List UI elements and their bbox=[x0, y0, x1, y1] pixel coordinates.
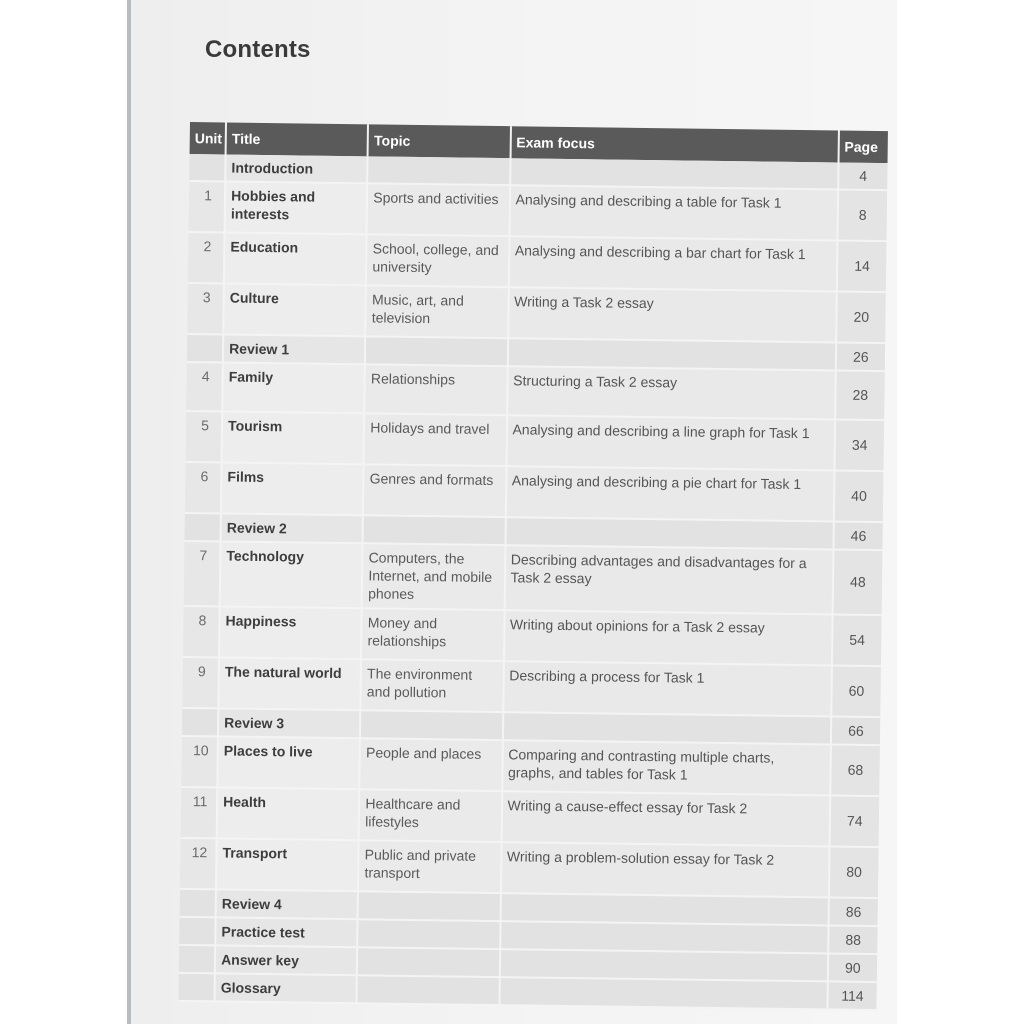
unit-number bbox=[185, 513, 221, 541]
unit-topic: Public and private transport bbox=[358, 840, 501, 893]
unit-exam-focus: Analysing and describing a bar chart for Task 1 bbox=[508, 236, 837, 291]
unit-topic: Genres and formats bbox=[363, 464, 506, 517]
table-body bbox=[178, 154, 887, 1010]
unit-title: Review 4 bbox=[216, 889, 359, 919]
unit-number bbox=[182, 708, 218, 736]
unit-number bbox=[180, 889, 216, 917]
table-row bbox=[184, 541, 883, 615]
unit-title: The natural world bbox=[218, 657, 361, 710]
unit-exam-focus: Writing about opinions for a Task 2 essay bbox=[504, 610, 833, 665]
page-title: Contents bbox=[205, 36, 311, 63]
page-number: 80 bbox=[829, 846, 879, 898]
unit-title: Happiness bbox=[219, 606, 362, 659]
unit-topic: Sports and activities bbox=[367, 183, 510, 236]
page-number: 54 bbox=[832, 614, 882, 666]
unit-topic: Computers, the Internet, and mobile phones bbox=[362, 543, 505, 610]
unit-title: Review 3 bbox=[218, 708, 361, 738]
table-row bbox=[182, 657, 881, 717]
unit-title: Education bbox=[224, 232, 367, 285]
unit-exam-focus: Analysing and describing a table for Task 1 bbox=[509, 185, 838, 240]
unit-title: Technology bbox=[220, 541, 363, 608]
page-number: 40 bbox=[834, 470, 884, 522]
unit-title: Practice test bbox=[215, 917, 358, 947]
page-number: 86 bbox=[828, 897, 878, 926]
page-number: 46 bbox=[833, 521, 883, 550]
unit-number: 4 bbox=[186, 362, 223, 411]
unit-title: Hobbies and interests bbox=[225, 181, 368, 234]
unit-number: 11 bbox=[181, 787, 218, 838]
unit-exam-focus: Analysing and describing a pie chart for Task 1 bbox=[505, 466, 834, 521]
unit-exam-focus bbox=[499, 977, 828, 1009]
unit-exam-focus: Writing a cause-effect essay for Task 2 bbox=[501, 791, 830, 846]
unit-number: 9 bbox=[182, 657, 219, 708]
unit-topic bbox=[358, 919, 501, 949]
unit-topic: School, college, and university bbox=[366, 234, 509, 287]
page-number: 26 bbox=[836, 342, 886, 371]
table-row bbox=[187, 283, 886, 343]
unit-topic: Holidays and travel bbox=[364, 413, 507, 466]
unit-number: 7 bbox=[184, 541, 221, 606]
unit-number bbox=[189, 154, 225, 181]
unit-number bbox=[187, 334, 223, 362]
page-number: 28 bbox=[835, 370, 885, 420]
page-number: 88 bbox=[828, 925, 878, 954]
unit-title: Glossary bbox=[215, 973, 358, 1003]
table-row bbox=[181, 736, 880, 796]
unit-topic bbox=[357, 975, 500, 1005]
unit-title: Health bbox=[217, 787, 360, 840]
unit-topic bbox=[357, 947, 500, 977]
page-number: 4 bbox=[838, 162, 888, 190]
unit-title: Films bbox=[221, 462, 364, 515]
unit-number bbox=[179, 917, 215, 945]
unit-number: 12 bbox=[180, 838, 217, 889]
unit-topic bbox=[368, 156, 511, 185]
unit-title: Answer key bbox=[215, 945, 358, 975]
unit-title: Tourism bbox=[222, 411, 365, 464]
unit-topic: People and places bbox=[360, 738, 503, 791]
unit-number bbox=[178, 973, 214, 1001]
unit-exam-focus: Describing advantages and disadvantages for a Task 2 essay bbox=[504, 545, 833, 614]
unit-exam-focus: Analysing and describing a line graph for Task 1 bbox=[506, 415, 835, 470]
table-row bbox=[181, 787, 880, 847]
unit-number: 5 bbox=[186, 411, 223, 462]
unit-exam-focus: Structuring a Task 2 essay bbox=[507, 366, 836, 419]
unit-topic: Music, art, and television bbox=[366, 285, 509, 338]
header-topic: Topic bbox=[368, 124, 511, 158]
unit-title: Review 2 bbox=[221, 513, 364, 543]
unit-topic bbox=[363, 515, 506, 545]
unit-title: Transport bbox=[216, 838, 359, 891]
page-number: 90 bbox=[828, 953, 878, 982]
table-row bbox=[183, 606, 882, 666]
unit-topic bbox=[360, 710, 503, 740]
unit-exam-focus bbox=[499, 949, 828, 981]
page-number: 74 bbox=[829, 795, 879, 847]
unit-title: Review 1 bbox=[223, 334, 366, 364]
unit-number: 1 bbox=[189, 181, 226, 232]
unit-number: 10 bbox=[181, 736, 218, 787]
unit-number: 2 bbox=[188, 232, 225, 283]
table-row bbox=[189, 181, 888, 241]
page-number: 8 bbox=[837, 189, 887, 241]
table-row bbox=[180, 838, 879, 898]
unit-exam-focus: Describing a process for Task 1 bbox=[503, 661, 832, 716]
table-row bbox=[188, 232, 887, 292]
unit-exam-focus: Writing a problem-solution essay for Task 2 bbox=[500, 842, 829, 897]
unit-topic: Money and relationships bbox=[361, 608, 504, 661]
unit-exam-focus bbox=[507, 338, 836, 370]
table-row bbox=[185, 462, 884, 522]
page-number: 66 bbox=[831, 716, 881, 745]
page-number: 20 bbox=[836, 291, 886, 343]
unit-title: Places to live bbox=[217, 736, 360, 789]
header-page: Page bbox=[838, 130, 888, 163]
header-exam-focus: Exam focus bbox=[510, 126, 839, 162]
unit-exam-focus: Comparing and contrasting multiple charts, graphs, and tables for Task 1 bbox=[502, 740, 831, 795]
page-number: 68 bbox=[830, 744, 880, 796]
unit-title: Culture bbox=[223, 283, 366, 336]
unit-number: 8 bbox=[183, 606, 220, 657]
unit-topic bbox=[358, 891, 501, 921]
unit-topic bbox=[365, 336, 508, 366]
table-row bbox=[186, 411, 885, 471]
unit-topic: The environment and pollution bbox=[361, 659, 504, 712]
page-number: 14 bbox=[837, 240, 887, 292]
contents-table bbox=[178, 122, 887, 1011]
unit-number: 6 bbox=[185, 462, 222, 513]
unit-exam-focus bbox=[510, 158, 839, 189]
page-number: 60 bbox=[831, 665, 881, 717]
unit-title: Introduction bbox=[225, 154, 368, 183]
unit-topic: Healthcare and lifestyles bbox=[359, 789, 502, 842]
unit-exam-focus: Writing a Task 2 essay bbox=[508, 287, 837, 342]
unit-exam-focus bbox=[505, 517, 834, 549]
page-number: 48 bbox=[832, 549, 882, 615]
unit-title: Family bbox=[222, 362, 365, 413]
header-title: Title bbox=[226, 122, 369, 156]
header-unit: Unit bbox=[190, 122, 227, 154]
unit-exam-focus bbox=[500, 921, 829, 953]
unit-number bbox=[179, 945, 215, 973]
unit-number: 3 bbox=[187, 283, 224, 334]
unit-topic: Relationships bbox=[365, 364, 508, 415]
page-number: 34 bbox=[834, 419, 884, 471]
unit-exam-focus bbox=[502, 712, 831, 744]
page-number: 114 bbox=[827, 981, 877, 1010]
unit-exam-focus bbox=[500, 893, 829, 925]
